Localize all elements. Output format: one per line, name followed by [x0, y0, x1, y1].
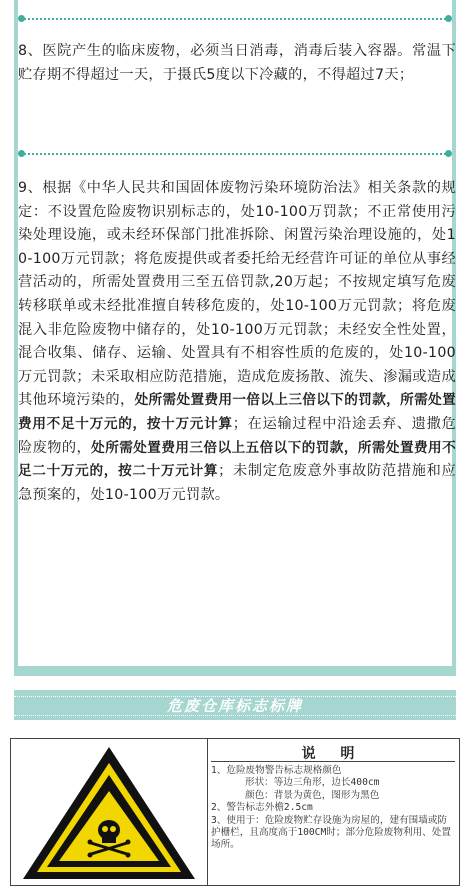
notice-line: 1、危险废物警告标志规格颜色 — [211, 765, 342, 776]
dotted-divider-top — [18, 15, 452, 23]
hazardous-waste-triangle-skull-icon — [11, 739, 207, 885]
paragraph-9-part-b: 处所需处置费用一倍以上三倍以下的罚款，所需处置费用不足十万元的，按十万元计算 — [18, 392, 456, 432]
notice-heading: 说 明 — [211, 739, 455, 762]
notice-line: 2、警告标志外檐2.5cm — [211, 802, 313, 814]
notice-line: 形状：等边三角形，边长400cm — [245, 777, 380, 789]
warning-sign-cell — [11, 739, 208, 885]
paragraph-9-part-a: 9、根据《中华人民共和国固体废物污染环境防治法》相关条款的规定：不设置危险废物识别标志的，处10-100万罚款；不正常使用污染处理设施，或未经环保部门批准拆除、闲置污染治理设施的，处10-100万元罚款；将危废提供或者委托给无经营许可证的单位从事经营活动的，所需处置费用三至五倍罚款,20万起；不按规定填写危废转移联单或未经批准擅自转移危废的，处10-100万元罚款；将危废混入非危险废物中储存的，处10-100万元罚款；未经安全性处置，混合收集、储存、运输、处置具有不相容性质的危废的，处10-100万元罚款；未采取相应防范措施，造成危废扬散、流失、渗漏或造成其他环境污染的， — [18, 180, 456, 409]
divider-dot — [445, 150, 452, 157]
section-header — [14, 690, 456, 720]
paragraph-9 — [18, 177, 456, 507]
paragraph-8: 8、医院产生的临床废物，必须当日消毒，消毒后装入容器。常温下贮存期不得超过一天，于摄氏5度以下冷藏的，不得超过7天； — [18, 43, 456, 83]
notice-line: 颜色：背景为黄色，图形为黑色 — [245, 789, 380, 801]
dotted-divider-middle — [18, 150, 452, 158]
paragraph-9-part-d: 处所需处置费用三倍以上五倍以下的罚款，所需处置费用不足二十万元的，按二十万元计算 — [18, 439, 456, 480]
notice-description — [211, 739, 455, 885]
warning-sign-notice — [10, 738, 460, 886]
divider-dot — [445, 15, 452, 22]
notice-line: 3、使用于：危险废物贮存设施为房屋的，建有围墙或防护栅栏，且高度高于100CM时；部分危险废物利用、处置场所。 — [211, 814, 451, 851]
paragraph-9-part-e: ；未制定危废意外事故防范措施和应急预案的，处10-100万元罚款。 — [18, 463, 456, 503]
notice-list — [211, 762, 455, 852]
section-title: 危废仓库标志标牌 — [166, 697, 303, 715]
paragraph-9-part-c: ；在运输过程中沿途丢弃、遗撒危险废物的， — [18, 415, 456, 456]
